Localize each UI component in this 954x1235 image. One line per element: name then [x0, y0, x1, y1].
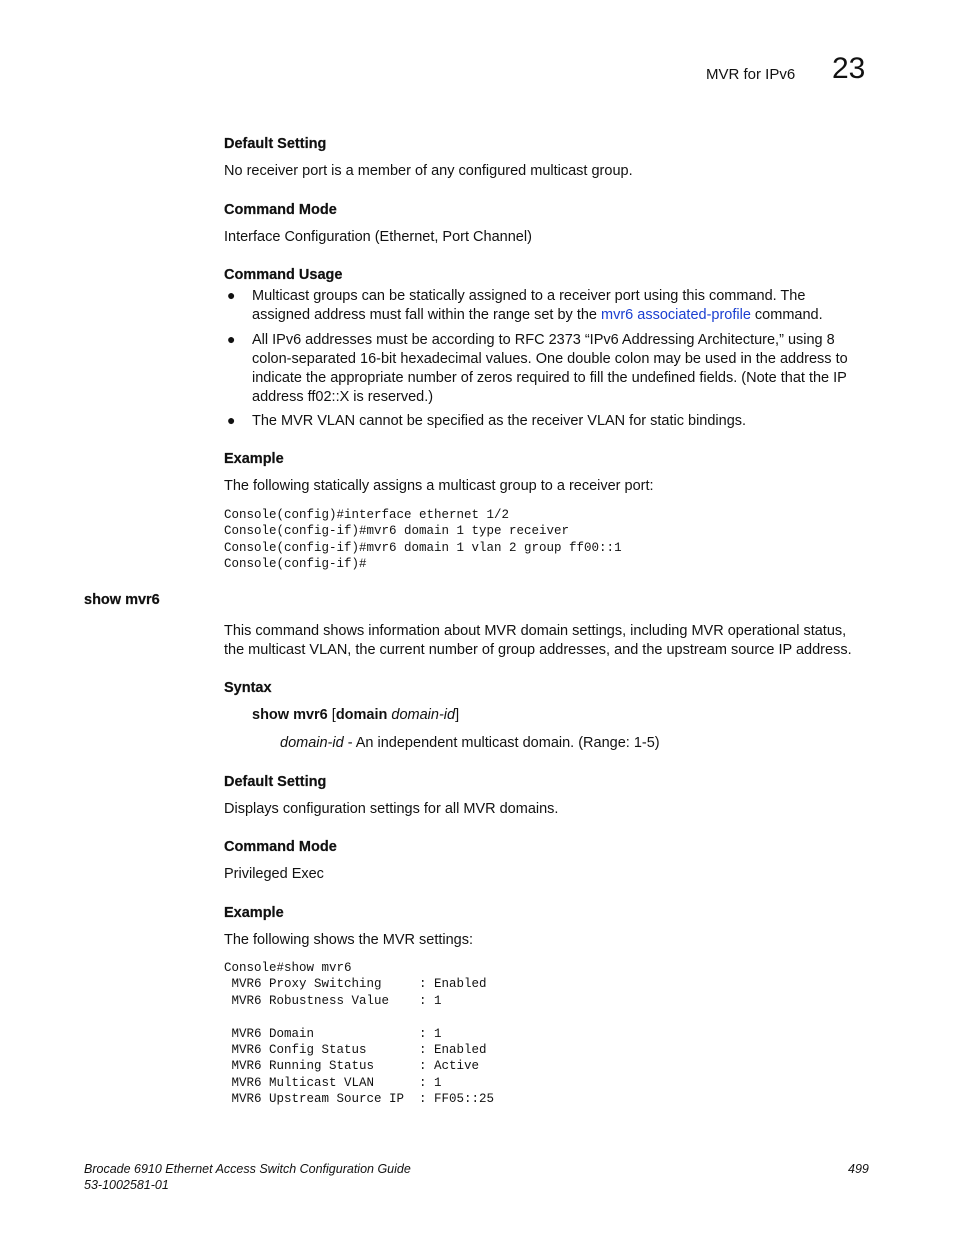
- parameter-text: - An independent multicast domain. (Range: 1-5): [343, 735, 660, 751]
- example-intro: The following statically assigns a multicast group to a receiver port:: [224, 478, 654, 494]
- bullet-text: command.: [750, 307, 823, 323]
- code-block: [224, 507, 622, 573]
- default-setting-heading: Default Setting: [224, 136, 327, 152]
- chapter-number: 23: [832, 52, 866, 85]
- bullet-line: All IPv6 addresses must be according to RFC 2373 “IPv6 Addressing Architecture,” using 8: [252, 332, 835, 348]
- bullet-marker: ●: [227, 331, 236, 347]
- code-line: Console(config)#interface ethernet 1/2: [224, 508, 510, 522]
- syntax-command: show mvr6: [252, 707, 328, 723]
- code-line: MVR6 Robustness Value : 1: [224, 993, 442, 1008]
- usage-bullet-2: [252, 331, 882, 407]
- syntax-heading: Syntax: [224, 680, 272, 696]
- code-line: Console(config-if)#: [224, 557, 367, 572]
- usage-bullet-1: [252, 287, 872, 325]
- command-title: show mvr6: [84, 592, 160, 608]
- syntax-line: [252, 706, 459, 725]
- parameter-name: domain-id: [280, 735, 344, 751]
- code-line: Console#show mvr6: [224, 961, 352, 975]
- code-line: MVR6 Domain : 1: [224, 1026, 442, 1041]
- usage-bullet-3: The MVR VLAN cannot be specified as the receiver VLAN for static bindings.: [252, 413, 747, 429]
- command-mode-heading: Command Mode: [224, 839, 337, 855]
- bullet-line: [252, 306, 872, 325]
- description-line: the multicast VLAN, the current number of group addresses, and the upstream source IP address.: [224, 642, 852, 658]
- running-header-title: MVR for IPv6: [706, 66, 796, 83]
- code-line: Console(config-if)#mvr6 domain 1 type receiver: [224, 524, 570, 539]
- description-line: This command shows information about MVR domain settings, including MVR operational status,: [224, 623, 847, 639]
- default-setting-heading: Default Setting: [224, 774, 327, 790]
- bullet-text: assigned address must fall within the range set by the: [252, 307, 601, 323]
- footer-page-number: 499: [848, 1162, 869, 1176]
- code-line: Console(config-if)#mvr6 domain 1 vlan 2 group ff00::1: [224, 540, 622, 555]
- syntax-keyword: domain: [335, 707, 388, 723]
- bullet-marker: ●: [227, 412, 236, 428]
- bullet-line: indicate the appropriate number of zeros required to fill the undefined fields. (Note that the IP: [252, 370, 847, 386]
- bullet-line: Multicast groups can be statically assigned to a receiver port using this command. The: [252, 288, 806, 304]
- command-usage-heading: Command Usage: [224, 267, 343, 283]
- footer-book-title: Brocade 6910 Ethernet Access Switch Configuration Guide: [84, 1162, 411, 1176]
- syntax-bracket: [: [327, 707, 336, 723]
- code-line: MVR6 Config Status : Enabled: [224, 1043, 487, 1058]
- code-block: [224, 960, 494, 1108]
- default-setting-text: No receiver port is a member of any configured multicast group.: [224, 163, 633, 179]
- bullet-marker: ●: [227, 287, 236, 303]
- code-line: MVR6 Proxy Switching : Enabled: [224, 977, 487, 992]
- command-mode-heading: Command Mode: [224, 202, 337, 218]
- code-line: MVR6 Upstream Source IP : FF05::25: [224, 1092, 495, 1107]
- syntax-bracket: ]: [455, 707, 460, 723]
- command-description: [224, 622, 884, 660]
- syntax-argument: domain-id: [387, 707, 456, 723]
- command-mode-text: Interface Configuration (Ethernet, Port Channel): [224, 229, 532, 245]
- bullet-line: address ff02::X is reserved.): [252, 389, 434, 405]
- code-line: MVR6 Running Status : Active: [224, 1059, 480, 1074]
- command-mode-text: Privileged Exec: [224, 866, 324, 882]
- code-line: [224, 1009, 494, 1025]
- bullet-line: colon-separated 16-bit hexadecimal values. One double colon may be used in the address to: [252, 351, 848, 367]
- example-intro: The following shows the MVR settings:: [224, 932, 474, 948]
- code-line: MVR6 Multicast VLAN : 1: [224, 1075, 442, 1090]
- example-heading: Example: [224, 905, 284, 921]
- mvr6-associated-profile-link[interactable]: mvr6 associated-profile: [601, 307, 751, 323]
- example-heading: Example: [224, 451, 284, 467]
- parameter-description: [280, 734, 660, 753]
- default-setting-text: Displays configuration settings for all MVR domains.: [224, 801, 559, 817]
- footer-doc-number: 53-1002581-01: [84, 1178, 169, 1192]
